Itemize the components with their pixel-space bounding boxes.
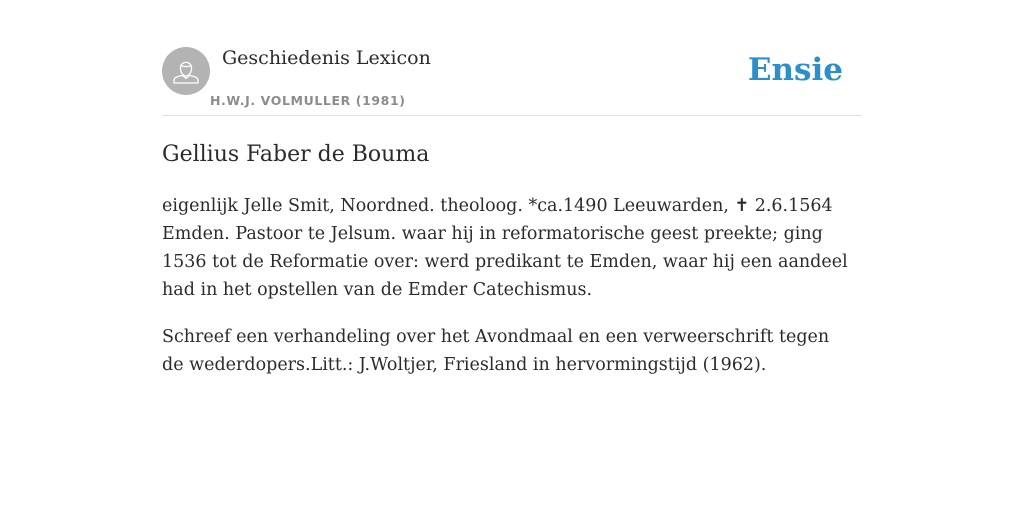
entry-body bbox=[162, 192, 852, 398]
entry-paragraph: Schreef een verhandeling over het Avondmaal en een verweerschrift tegen de wederdopers.Litt.: J.Woltjer, Friesland in hervormingstijd (1962). bbox=[162, 327, 830, 375]
author-avatar[interactable] bbox=[162, 47, 210, 95]
author-name[interactable]: H.W.J. VOLMULLER (1981) bbox=[210, 93, 406, 108]
entry-title: Gellius Faber de Bouma bbox=[162, 142, 430, 167]
source-header bbox=[162, 46, 862, 116]
book-title[interactable]: Geschiedenis Lexicon bbox=[222, 47, 431, 69]
user-placeholder-icon bbox=[162, 47, 210, 95]
ensie-logo[interactable]: Ensie bbox=[747, 52, 843, 88]
entry-paragraph: eigenlijk Jelle Smit, Noordned. theoloog. *ca.1490 Leeuwarden, ✝ 2.6.1564 Emden. Pastoor te Jelsum. waar hij in reformatorische geest preekte; ging 1536 tot de Reformatie over: werd predikant te Emden, waar hij een aandeel had in het opstellen van de Emder Catechismus. bbox=[162, 196, 848, 300]
